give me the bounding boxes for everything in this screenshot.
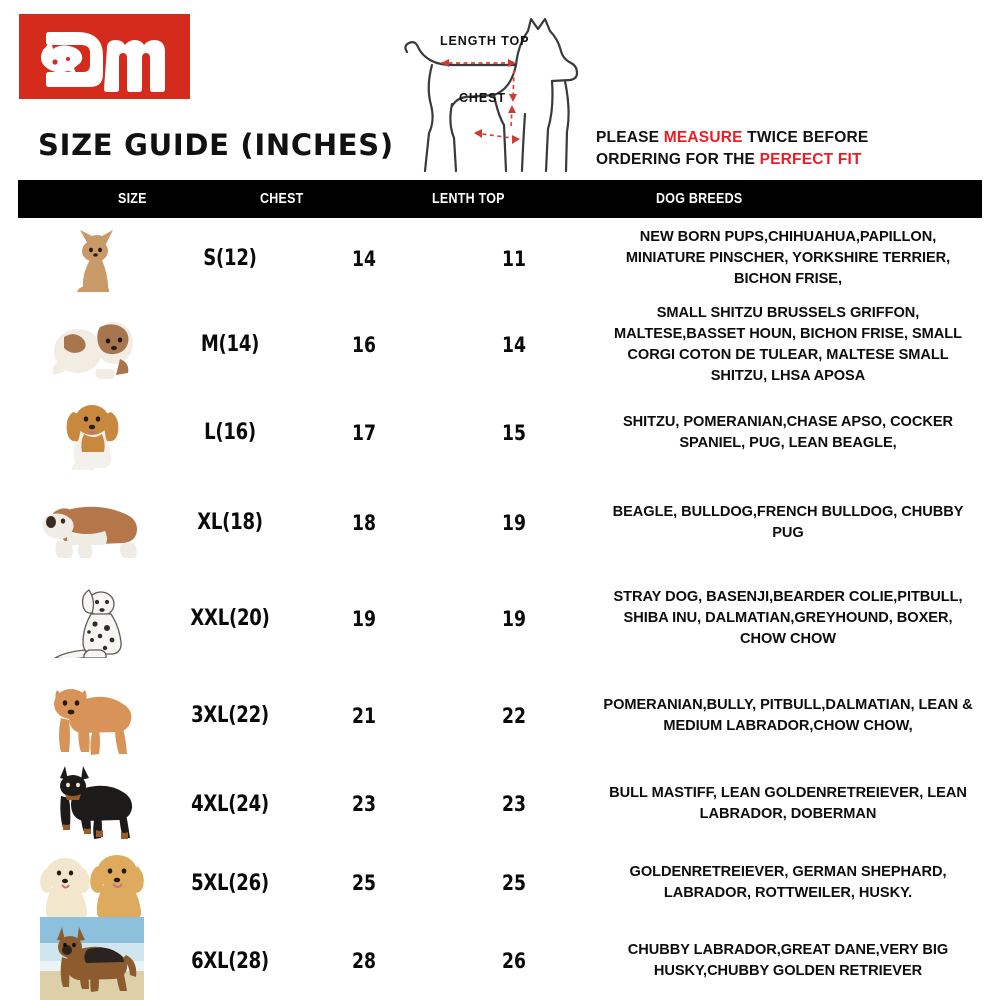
cell-dog-breeds: SHITZU, POMERANIAN,CHASE APSO, COCKER SPANIEL, PUG, LEAN BEAGLE, <box>622 413 954 451</box>
cell-size: M(14) <box>200 332 260 357</box>
brand-logo <box>19 14 190 99</box>
cell-chest: 14 <box>352 246 376 271</box>
measure-twice-tagline <box>596 127 941 171</box>
cell-size: 5XL(26) <box>191 870 269 896</box>
tagline-measure-highlight: MEASURE <box>663 129 743 146</box>
dog-photo-chihuahua-sitting <box>18 224 166 294</box>
cell-lenth-top: 23 <box>502 792 526 816</box>
german-shepherd-beach-icon <box>40 917 144 1000</box>
column-header-lenth-top: LENTH TOP <box>432 191 505 207</box>
cell-size: S(12) <box>203 246 257 271</box>
shih-tzu-standing-icon <box>44 309 140 381</box>
table-row-3xl22 <box>18 667 982 764</box>
cell-dog-breeds: BULL MASTIFF, LEAN GOLDENRETREIEVER, LEAN LABRADOR, DOBERMAN <box>609 785 967 822</box>
tagline-perfect-fit-highlight: PERFECT FIT <box>759 151 862 168</box>
dog-photo-pitbull-standing <box>18 676 166 756</box>
cell-size: 3XL(22) <box>191 703 269 728</box>
dog-photo-dalmatian-sitting <box>18 580 166 658</box>
column-header-size: SIZE <box>118 191 147 207</box>
two-retrievers-sitting-icon <box>27 846 157 920</box>
cell-dog-breeds: POMERANIAN,BULLY, PITBULL,DALMATIAN, LEAN & MEDIUM LABRADOR,CHOW CHOW, <box>603 696 973 734</box>
cell-chest: 28 <box>352 949 376 973</box>
doberman-standing-icon <box>39 762 145 846</box>
cell-size: XXL(20) <box>190 606 270 631</box>
header-area <box>0 0 1000 180</box>
cell-dog-breeds: NEW BORN PUPS,CHIHUAHUA,PAPILLON, MINIATURE PINSCHER, YORKSHIRE TERRIER, BICHON FRISE, <box>625 229 951 287</box>
table-header-row <box>18 180 982 218</box>
cell-chest: 23 <box>352 792 376 816</box>
cell-dog-breeds: STRAY DOG, BASENJI,BEARDER COLIE,PITBULL, SHIBA INU, DALMATIAN,GREYHOUND, BOXER, CHOW CHOW <box>613 589 963 647</box>
cell-size: 6XL(28) <box>191 948 269 974</box>
dog-photo-shih-tzu-standing <box>18 309 166 381</box>
cell-lenth-top: 19 <box>502 510 526 535</box>
cell-chest: 17 <box>352 420 376 445</box>
tagline-part-1: PLEASE <box>596 129 664 146</box>
dalmatian-sitting-icon <box>45 580 139 658</box>
table-row-xl18 <box>18 475 982 570</box>
pitbull-standing-icon <box>39 676 145 756</box>
bulldog-standing-icon <box>33 487 151 559</box>
cell-lenth-top: 11 <box>502 246 526 271</box>
cell-lenth-top: 25 <box>502 871 526 895</box>
size-chart-table <box>18 180 982 1000</box>
cell-size: 4XL(24) <box>191 791 269 817</box>
cell-lenth-top: 19 <box>502 606 526 631</box>
table-row-5xl26 <box>18 844 982 922</box>
cell-chest: 19 <box>352 606 376 631</box>
cell-chest: 21 <box>352 703 376 728</box>
column-header-chest: CHEST <box>260 191 304 207</box>
dog-photo-bulldog-standing <box>18 487 166 559</box>
cell-chest: 16 <box>352 332 376 357</box>
diagram-length-top-label: LENGTH TOP <box>440 34 530 48</box>
table-row-m14 <box>18 299 982 390</box>
dog-photo-german-shepherd-beach <box>18 917 166 1000</box>
cell-dog-breeds: GOLDENRETREIEVER, GERMAN SHEPHARD, LABRADOR, ROTTWEILER, HUSKY. <box>629 864 947 901</box>
cell-size: L(16) <box>204 420 256 445</box>
tagline-part-2: TWICE BEFORE <box>742 129 869 146</box>
cell-chest: 18 <box>352 510 376 535</box>
cell-lenth-top: 14 <box>502 332 526 357</box>
cell-size: XL(18) <box>197 510 263 535</box>
table-row-s12 <box>18 218 982 299</box>
cell-lenth-top: 15 <box>502 420 526 445</box>
cell-chest: 25 <box>352 871 376 895</box>
cell-dog-breeds: SMALL SHITZU BRUSSELS GRIFFON, MALTESE,BASSET HOUN, BICHON FRISE, SMALL CORGI COTON DE TULEAR, MALTESE SMALL SHITZU, LHSA APOSA <box>614 304 962 384</box>
beagle-sitting-icon <box>53 394 131 472</box>
tagline-part-3: ORDERING FOR THE <box>596 151 760 168</box>
chihuahua-sitting-icon <box>59 224 125 294</box>
cell-dog-breeds: CHUBBY LABRADOR,GREAT DANE,VERY BIG HUSKY,CHUBBY GOLDEN RETRIEVER <box>627 942 949 979</box>
diagram-chest-label: CHEST <box>459 91 506 105</box>
table-row-l16 <box>18 390 982 475</box>
page-title: SIZE GUIDE (INCHES) <box>38 128 394 162</box>
cell-lenth-top: 26 <box>502 949 526 973</box>
table-row-6xl28 <box>18 922 982 1000</box>
table-row-4xl24 <box>18 764 982 844</box>
dog-photo-beagle-sitting <box>18 394 166 472</box>
table-body <box>18 218 982 1000</box>
dm-logo-icon <box>19 14 190 99</box>
cell-lenth-top: 22 <box>502 703 526 728</box>
table-row-xxl20 <box>18 570 982 667</box>
dog-photo-doberman-standing <box>18 762 166 846</box>
dog-photo-two-retrievers-sitting <box>18 846 166 920</box>
column-header-dog-breeds: DOG BREEDS <box>656 191 743 207</box>
cell-dog-breeds: BEAGLE, BULLDOG,FRENCH BULLDOG, CHUBBY PUG <box>612 503 964 541</box>
